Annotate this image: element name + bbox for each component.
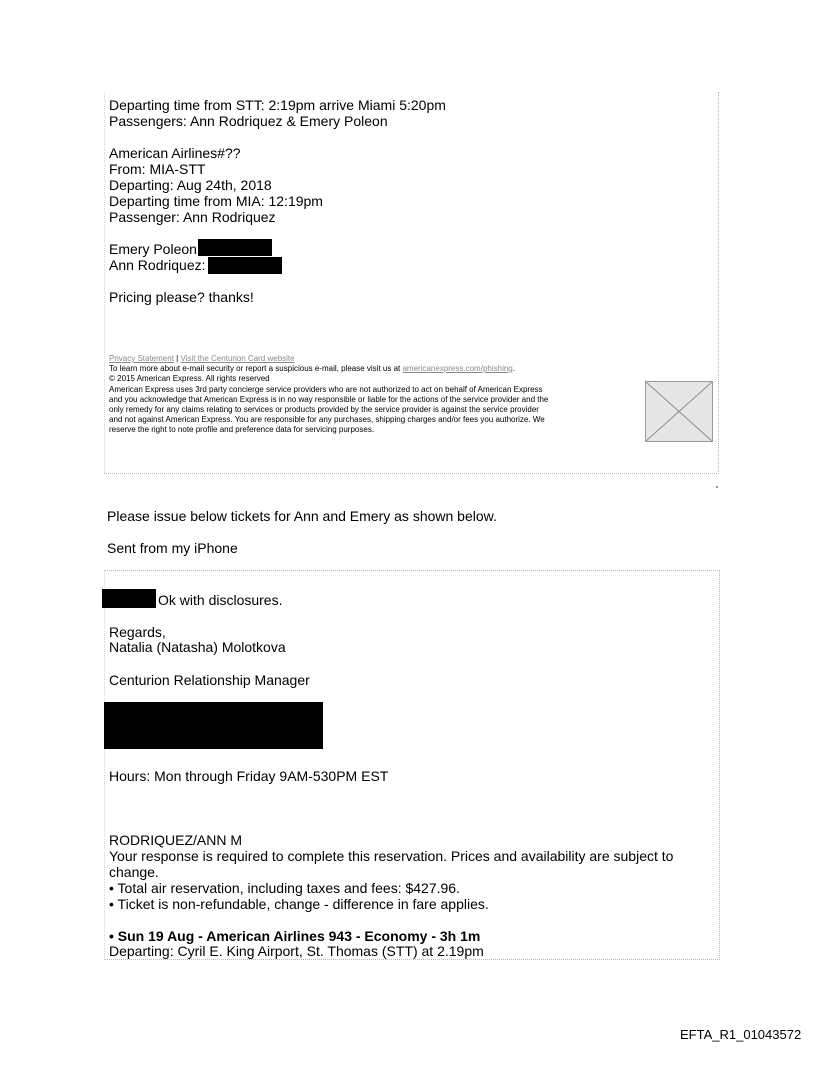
from-line: From: MIA-STT <box>109 161 206 177</box>
redaction-block <box>102 589 156 608</box>
departing-time-mia: Departing time from MIA: 12:19pm <box>109 193 323 209</box>
flight-summary-text: Sun 19 Aug - American Airlines 943 - Economy - 3h 1m <box>117 928 481 944</box>
issue-tickets-line: Please issue below tickets for Ann and Emery as shown below. <box>107 508 497 524</box>
flight-summary <box>109 928 480 944</box>
passenger-name: RODRIQUEZ/ANN M <box>109 832 242 848</box>
airline-line: American Airlines#?? <box>109 145 241 161</box>
redaction-block <box>208 257 282 274</box>
centurion-website-link[interactable]: Visit the Centurion Card website <box>180 354 295 363</box>
departing-airport: Departing: Cyril E. King Airport, St. Thomas (STT) at 2.19pm <box>109 943 484 959</box>
passenger-line: Passenger: Ann Rodriquez <box>109 209 276 225</box>
passengers-line: Passengers: Ann Rodriquez & Emery Poleon <box>109 113 388 129</box>
disclaimer-line: and not against American Express. You are responsible for any purchases, shipping charges and/or fees you authorize. We <box>109 415 545 424</box>
pricing-request: Pricing please? thanks! <box>109 289 254 305</box>
response-required-line: Your response is required to complete this reservation. Prices and availability are subject to <box>109 848 674 864</box>
bullet-icon: • <box>109 896 114 912</box>
disclosures-ok: Ok with disclosures. <box>158 592 283 608</box>
privacy-statement-link[interactable]: Privacy Statement <box>109 354 174 363</box>
bullet-icon: • <box>109 880 114 896</box>
security-notice-text: To learn more about e-mail security or report a suspicious e-mail, please visit us at <box>109 364 403 373</box>
disclaimer-line: American Express uses 3rd party concierge service providers who are not authorized to act on behalf of American Express <box>109 385 543 394</box>
sender-name: Natalia (Natasha) Molotkova <box>109 639 286 655</box>
security-notice-period: . <box>512 364 515 373</box>
bullet-text: Ticket is non-refundable, change - difference in fare applies. <box>117 896 489 912</box>
phishing-link[interactable]: americanexpress.com/phishing <box>402 364 513 373</box>
emery-name: Emery Poleon <box>109 241 197 257</box>
bullet-item <box>109 896 489 912</box>
disclaimer-line: only remedy for any claims relating to services or products provided by the service provider is against the service provider <box>109 405 539 414</box>
bullet-text: Total air reservation, including taxes and fees: $427.96. <box>117 880 460 896</box>
dot-marker <box>716 486 718 488</box>
bullet-item <box>109 880 460 896</box>
redaction-block <box>198 239 272 256</box>
sent-from-iphone: Sent from my iPhone <box>107 540 238 556</box>
disclaimer-line: reserve the right to note profile and preference data for servicing purposes. <box>109 425 375 434</box>
response-required-line-2: change. <box>109 864 159 880</box>
business-hours: Hours: Mon through Friday 9AM-530PM EST <box>109 768 389 784</box>
security-notice <box>109 364 515 374</box>
broken-image-icon <box>645 381 713 442</box>
redaction-block <box>104 702 323 749</box>
departing-date-line: Departing: Aug 24th, 2018 <box>109 177 272 193</box>
link-separator: | <box>176 354 179 363</box>
regards: Regards, <box>109 624 166 640</box>
departing-time-stt: Departing time from STT: 2:19pm arrive Miami 5:20pm <box>109 97 446 113</box>
document-id: EFTA_R1_01043572 <box>680 1027 802 1042</box>
bullet-icon: • <box>109 928 114 944</box>
disclaimer-line: and you acknowledge that American Express is in no way responsible or liable for the actions of the service provider and the <box>109 395 549 404</box>
footer-links <box>109 354 295 364</box>
sender-title: Centurion Relationship Manager <box>109 672 310 688</box>
ann-name: Ann Rodriquez: <box>109 257 206 273</box>
copyright: © 2015 American Express. All rights reserved <box>109 374 270 383</box>
